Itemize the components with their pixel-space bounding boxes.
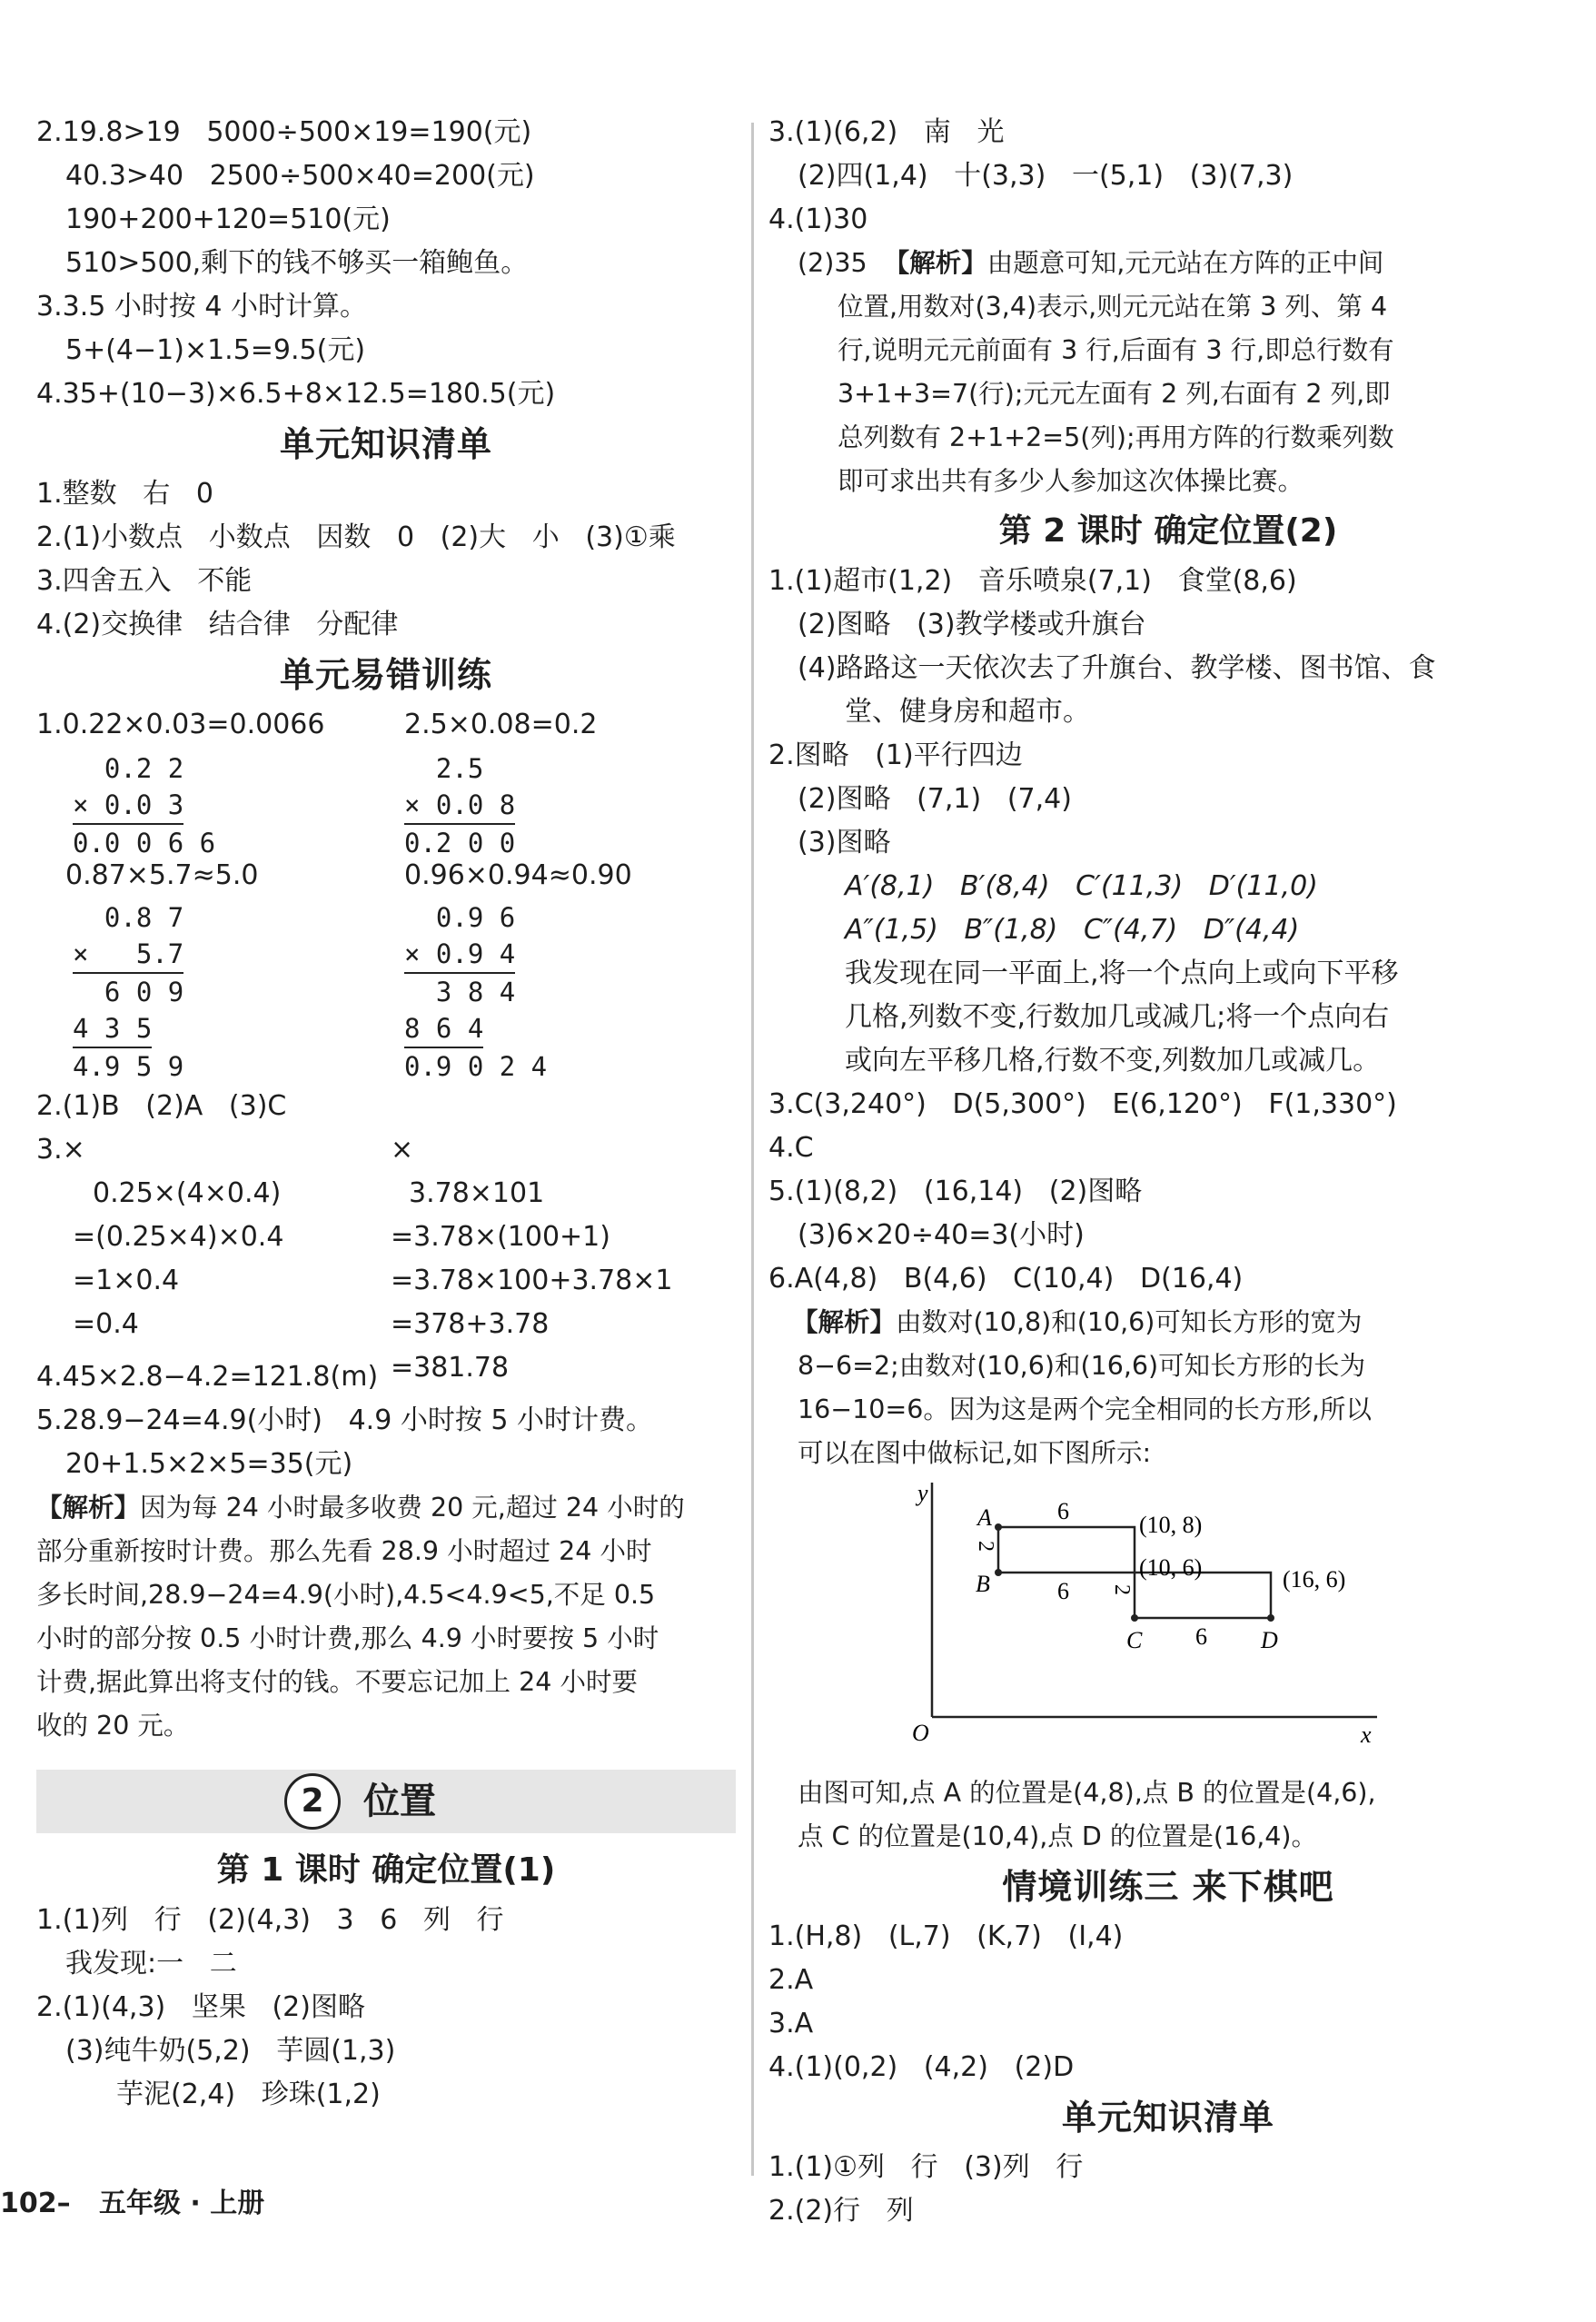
vertical-calc	[404, 899, 547, 1085]
step: =3.78×100+3.78×1	[391, 1265, 673, 1296]
equation: 1.0.22×0.03=0.0066	[36, 709, 325, 740]
analysis-line: 3+1+3=7(行);元元左面有 2 列,右面有 2 列,即	[838, 379, 1391, 409]
lesson-title: 第 2 课时 确定位置(2)	[998, 512, 1338, 550]
equation: 0.87×5.7≈5.0	[65, 859, 259, 891]
text-line: 3.A	[768, 2008, 814, 2039]
calc-row: 8 6 4	[404, 1010, 483, 1048]
step: =(0.25×4)×0.4	[73, 1221, 284, 1253]
calc-row: 6 0 9	[73, 977, 184, 1007]
point-c	[1131, 1614, 1138, 1622]
length-label: 6	[1057, 1498, 1069, 1524]
text-line: 3.C(3,240°) D(5,300°) E(6,120°) F(1,330°)	[768, 1088, 1397, 1120]
step: =381.78	[391, 1352, 510, 1384]
text-line: 由图可知,点 A 的位置是(4,8),点 B 的位置是(4,6),	[798, 1778, 1376, 1808]
calc-row: 0.0 0 6 6	[73, 828, 216, 858]
x-axis-label: x	[1361, 1722, 1372, 1748]
text-line: 1.(1)列 行 (2)(4,3) 3 6 列 行	[36, 1904, 504, 1936]
analysis-line: 部分重新按时计费。那么先看 28.9 小时超过 24 小时	[36, 1536, 652, 1566]
step: =1×0.4	[73, 1265, 180, 1296]
vertical-calc	[73, 750, 215, 861]
text-line: (4)路路这一天依次去了升旗台、教学楼、图书馆、食	[798, 652, 1436, 684]
calc-row: 0.2 0 0	[404, 828, 516, 858]
analysis-line: 16−10=6。因为这是两个完全相同的长方形,所以	[798, 1394, 1372, 1424]
text-line: 3.四舍五入 不能	[36, 565, 253, 597]
coord-label: (10, 6)	[1139, 1554, 1203, 1581]
coordinate-figure	[768, 1475, 1568, 1771]
analysis-line: 计费,据此算出将支付的钱。不要忘记加上 24 小时要	[36, 1667, 638, 1697]
text-line: 或向左平移几格,行数不变,列数加几或减几。	[845, 1045, 1381, 1077]
text-line: 20+1.5×2×5=35(元)	[65, 1448, 353, 1480]
rectangle-upper	[998, 1527, 1135, 1573]
text-line: 1.整数 右 0	[36, 478, 213, 510]
text-line: 2.图略 (1)平行四边	[768, 739, 1023, 771]
footer-dash: –	[56, 2188, 81, 2219]
analysis-line: 行,说明元元前面有 3 行,后面有 3 行,即总行数有	[838, 335, 1394, 365]
equation: 2.5×0.08=0.2	[404, 709, 598, 740]
text-line: A″(1,5) B″(1,8) C″(4,7) D″(4,4)	[845, 914, 1300, 946]
analysis-text: 由数对(10,8)和(10,6)可知长方形的宽为	[896, 1307, 1363, 1337]
page-number: 102	[0, 2188, 57, 2219]
text-line: 2.(1)小数点 小数点 因数 0 (2)大 小 (3)①乘	[36, 521, 676, 553]
text-line: 3.(1)(6,2) 南 光	[768, 116, 1005, 148]
calc-row: 3 8 4	[404, 977, 516, 1007]
coord-label: (16, 6)	[1283, 1566, 1346, 1593]
step: 0.25×(4×0.4)	[93, 1177, 282, 1209]
analysis-line: 多长时间,28.9−24=4.9(小时),4.5<4.9<5,不足 0.5	[36, 1580, 656, 1610]
text-line: 几格,列数不变,行数加几或减几;将一个点向右	[845, 1001, 1390, 1033]
step: =3.78×(100+1)	[391, 1221, 610, 1253]
vertical-calc	[404, 750, 515, 861]
text-line: 堂、健身房和超市。	[845, 696, 1090, 728]
section-title: 单元知识清单	[1061, 2098, 1274, 2138]
analysis-line	[768, 1301, 1568, 1345]
calc-row: × 5.7	[73, 936, 183, 974]
length-label: 6	[1057, 1578, 1069, 1604]
analysis-label: 【解析】	[36, 1493, 141, 1523]
calc-row: 2.5	[404, 753, 484, 784]
label-d: D	[1261, 1627, 1278, 1653]
text-line: 6.A(4,8) B(4,6) C(10,4) D(16,4)	[768, 1263, 1244, 1295]
column-divider	[751, 123, 754, 2176]
analysis-line: 位置,用数对(3,4)表示,则元元站在第 3 列、第 4	[838, 292, 1388, 322]
calc-row: × 0.9 4	[404, 936, 515, 974]
text-line: 5+(4−1)×1.5=9.5(元)	[65, 334, 366, 366]
page-footer	[0, 2182, 264, 2226]
point-a	[995, 1523, 1002, 1531]
text-line: (2)四(1,4) 十(3,3) 一(5,1) (3)(7,3)	[798, 160, 1294, 192]
text-line: 510>500,剩下的钱不够买一箱鲍鱼。	[65, 247, 529, 279]
unit-title: 位置	[363, 1781, 436, 1822]
equation: 0.96×0.94≈0.90	[404, 859, 632, 891]
length-label: 6	[1195, 1623, 1207, 1650]
text-line: 1.(1)超市(1,2) 音乐喷泉(7,1) 食堂(8,6)	[768, 565, 1297, 597]
text-line: (3)纯牛奶(5,2) 芋圆(1,3)	[65, 2035, 396, 2067]
left-column	[36, 111, 736, 2117]
analysis-line	[36, 1486, 736, 1530]
step: 3.78×101	[409, 1177, 545, 1209]
text-line: 我发现:一 二	[65, 1948, 237, 1980]
analysis-line: 小时的部分按 0.5 小时计费,那么 4.9 小时要按 5 小时	[36, 1623, 659, 1653]
text-line: (2)图略 (3)教学楼或升旗台	[798, 609, 1146, 640]
text-line: 4.(1)(0,2) (4,2) (2)D	[768, 2051, 1075, 2083]
coord-label: (10, 8)	[1139, 1512, 1203, 1538]
point-b	[995, 1569, 1002, 1576]
vertical-calc-group	[36, 854, 736, 1085]
calc-row: 0.9 0 2 4	[404, 1051, 548, 1082]
text-line: A′(8,1) B′(8,4) C′(11,3) D′(11,0)	[845, 870, 1318, 902]
text-line: 1.(1)①列 行 (3)列 行	[768, 2151, 1084, 2183]
point-d	[1267, 1614, 1274, 1622]
text-line: 3.3.5 小时按 4 小时计算。	[36, 291, 368, 322]
analysis-line: 即可求出共有多少人参加这次体操比赛。	[838, 466, 1304, 496]
label-b: B	[976, 1571, 990, 1597]
analysis-line: 总列数有 2+1+2=5(列);再用方阵的行数乘列数	[838, 422, 1394, 452]
calc-row: × 0.0 8	[404, 787, 515, 825]
origin-label: O	[912, 1720, 929, 1746]
text-line: 2.(1)B (2)A (3)C	[36, 1090, 287, 1122]
analysis-line: 8−6=2;由数对(10,6)和(16,6)可知长方形的长为	[798, 1351, 1366, 1381]
text-line: 2.(2)行 列	[768, 2195, 914, 2227]
unit-banner	[36, 1770, 736, 1833]
text-line: 1.(H,8) (L,7) (K,7) (I,4)	[768, 1920, 1124, 1952]
analysis-label: 【解析】	[883, 248, 987, 278]
unit-number: 2	[284, 1773, 341, 1830]
analysis-text: 因为每 24 小时最多收费 20 元,超过 24 小时的	[140, 1493, 685, 1523]
mark: 3.×	[36, 1134, 85, 1166]
label-c: C	[1126, 1627, 1143, 1653]
analysis-line	[768, 242, 1568, 285]
grade-label: 五年级 · 上册	[98, 2188, 265, 2219]
text-line: 190+200+120=510(元)	[65, 203, 391, 235]
calc-row: 4 3 5	[73, 1010, 152, 1048]
text-line: (2)图略 (7,1) (7,4)	[798, 783, 1072, 815]
vertical-calc	[73, 899, 183, 1085]
text-line: 点 C 的位置是(10,4),点 D 的位置是(16,4)。	[798, 1821, 1318, 1851]
text-line: 4.(1)30	[768, 203, 868, 235]
text-line: (3)图略	[798, 827, 891, 858]
text-line: 2.A	[768, 1964, 814, 1996]
text-line: 芋泥(2,4) 珍珠(1,2)	[116, 2079, 381, 2110]
analysis-label: 【解析】	[792, 1307, 897, 1337]
vertical-calc-group	[36, 703, 736, 858]
calc-row: 0.9 6	[404, 902, 516, 933]
text-line: 4.(2)交换律 结合律 分配律	[36, 609, 399, 640]
rectangles-diagram	[841, 1475, 1423, 1766]
calc-row: 4.9 5 9	[73, 1051, 184, 1082]
y-axis-label: y	[917, 1480, 928, 1506]
calc-row: 0.2 2	[73, 753, 184, 784]
width-label: 2	[1110, 1584, 1134, 1595]
section-title: 单元知识清单	[279, 424, 492, 464]
text-line: 4.35+(10−3)×6.5+8×12.5=180.5(元)	[36, 378, 556, 410]
calc-row: 0.8 7	[73, 902, 184, 933]
analysis-text: 由题意可知,元元站在方阵的正中间	[986, 248, 1384, 278]
step: =378+3.78	[391, 1308, 550, 1340]
text-line: 4.C	[768, 1132, 814, 1164]
section-title: 单元易错训练	[279, 655, 492, 695]
right-column	[768, 111, 1568, 2233]
text-line: 我发现在同一平面上,将一个点向上或向下平移	[845, 958, 1399, 989]
answer: (2)35	[798, 248, 867, 278]
text-line: 2.19.8>19 5000÷500×19=190(元)	[36, 116, 532, 148]
text-line: (3)6×20÷40=3(小时)	[798, 1219, 1085, 1251]
section-title: 情境训练三 来下棋吧	[1002, 1867, 1334, 1907]
step: =0.4	[73, 1308, 139, 1340]
steps	[391, 1172, 673, 1390]
text-line: 40.3>40 2500÷500×40=200(元)	[65, 160, 535, 192]
text-line: 5.(1)(8,2) (16,14) (2)图略	[768, 1176, 1143, 1207]
text-line: 5.28.9−24=4.9(小时) 4.9 小时按 5 小时计费。	[36, 1404, 653, 1436]
width-label: 2	[974, 1541, 997, 1552]
steps	[73, 1172, 283, 1346]
calc-row: × 0.0 3	[73, 787, 183, 825]
lesson-title: 第 1 课时 确定位置(1)	[216, 1851, 556, 1889]
analysis-line: 可以在图中做标记,如下图所示:	[798, 1438, 1152, 1468]
label-a: A	[977, 1504, 992, 1531]
text-line: 4.45×2.8−4.2=121.8(m)	[36, 1361, 379, 1393]
analysis-line: 收的 20 元。	[36, 1711, 190, 1741]
text-line: 2.(1)(4,3) 坚果 (2)图略	[36, 1991, 365, 2023]
mark: ×	[391, 1134, 414, 1166]
